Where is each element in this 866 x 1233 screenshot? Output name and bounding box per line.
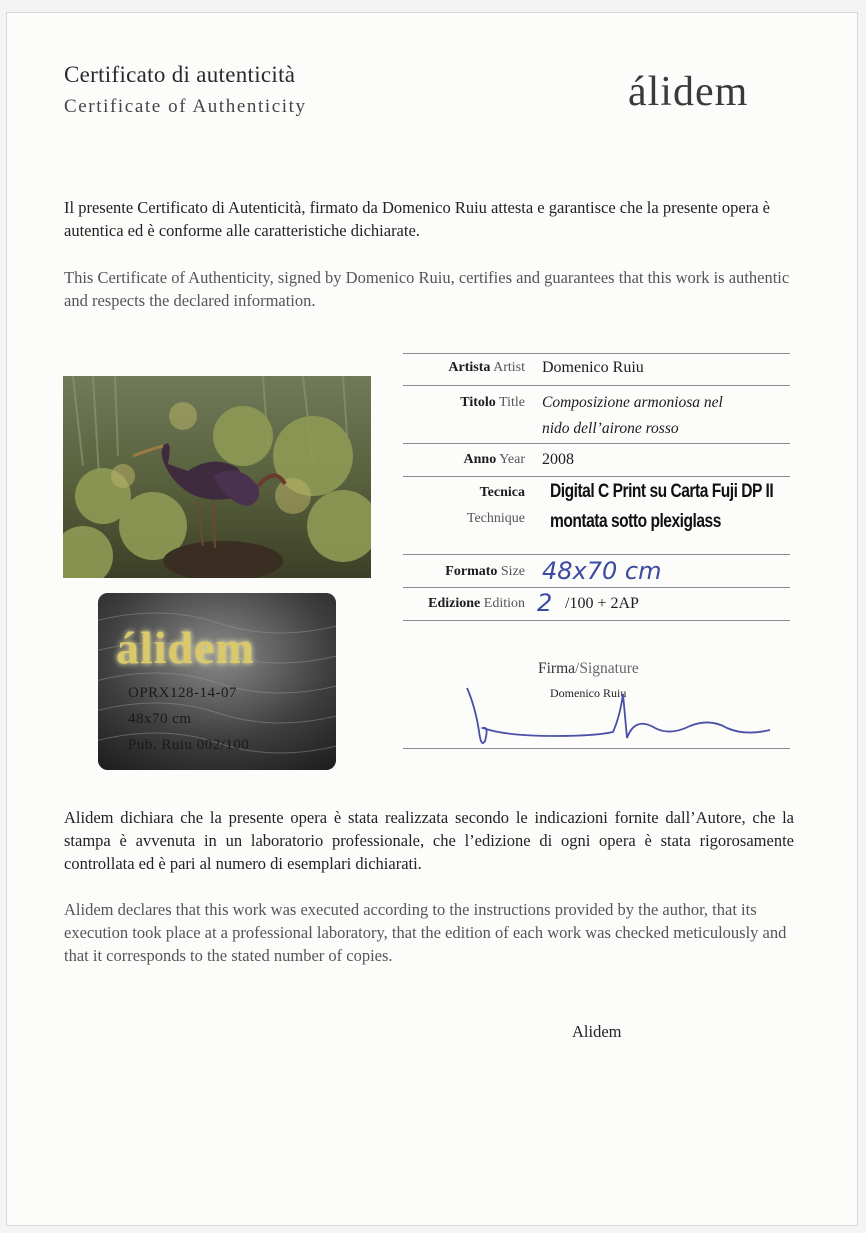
table-divider [403, 476, 790, 477]
hologram-edition: Pub. Ruiu 002/100 [128, 737, 250, 753]
title-italian: Certificato di autenticità [64, 62, 296, 87]
edition-value: /100 + 2AP [565, 595, 639, 612]
signature-line [403, 748, 790, 749]
table-divider [403, 620, 790, 621]
size-handwritten: 48x70 cm [542, 557, 662, 585]
title-value-line1: Composizione armoniosa nel [542, 394, 723, 411]
table-divider [403, 587, 790, 588]
declaration-english: Alidem declares that this work was executed according to the instructions provided by the author, that its execution took place at a professional laboratory, that the edition of each work was checked meticulously and that it corresponds to the stated number of copies. [64, 900, 787, 965]
title-english: Certificate of Authenticity [64, 96, 307, 117]
hologram-code: OPRX128-14-07 [128, 685, 238, 701]
hologram-sticker [98, 593, 336, 770]
size-label: Formato Size [445, 564, 525, 579]
technique-stamp-line1: Digital C Print su Carta Fuji DP II [550, 481, 774, 502]
handwritten-signature [465, 686, 775, 751]
title-value-line2: nido dell’airone rosso [542, 420, 679, 437]
intro-english: This Certificate of Authenticity, signed by Domenico Ruiu, certifies and guarantees that this work is authentic and respects the declared information. [64, 268, 790, 310]
artist-label: Artista Artist [448, 360, 525, 375]
artwork-photo [63, 376, 371, 578]
table-divider [403, 385, 790, 386]
edition-number-handwritten: 2 [537, 589, 553, 617]
year-label: Anno Year [463, 452, 525, 467]
edition-label: Edizione Edition [428, 596, 525, 611]
signer-name: Domenico Ruiu [550, 686, 627, 700]
table-divider [403, 554, 790, 555]
table-divider [403, 443, 790, 444]
alidem-logo: álidem [628, 69, 749, 115]
hologram-logo: álidem [116, 622, 255, 673]
title-label: Titolo Title [460, 395, 525, 410]
hologram-size: 48x70 cm [128, 711, 192, 727]
technique-stamp-line2: montata sotto plexiglass [550, 511, 721, 532]
alidem-signoff: Alidem [572, 1022, 622, 1041]
intro-italian: Il presente Certificato di Autenticità, firmato da Domenico Ruiu attesta e garantisce che la presente opera è autentica ed è conforme alle caratteristiche dichiarate. [64, 198, 771, 240]
technique-label: Tecnica [479, 485, 525, 500]
technique-label-en: Technique [466, 511, 525, 526]
year-value: 2008 [542, 451, 574, 468]
declaration-italian: Alidem dichiara che la presente opera è stata realizzata secondo le indicazioni fornite dall’Autore, che la stampa è avvenuta in un laboratorio professionale, che l’edizione di ogni opera è stata rigorosamente controllata ed è pari al numero di esemplari dichiarati. [64, 808, 794, 873]
signature-heading: Firma/Signature [538, 660, 639, 677]
table-divider [403, 353, 790, 354]
artist-value: Domenico Ruiu [542, 359, 644, 376]
